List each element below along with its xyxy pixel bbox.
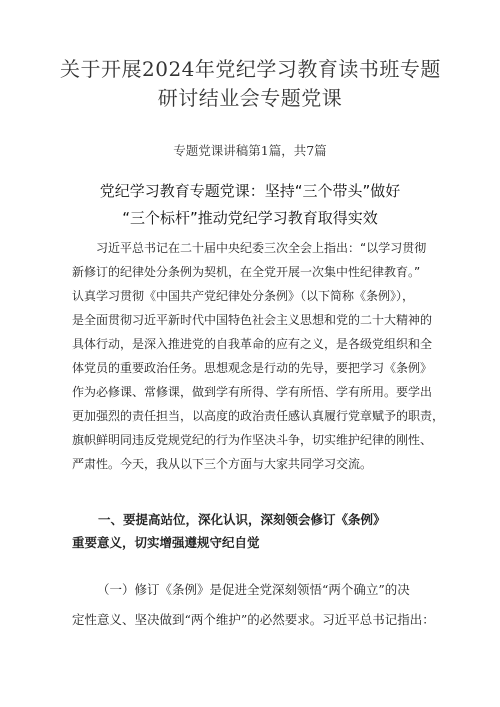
series-note: 专题党课讲稿第1篇，共7篇 [173,143,327,158]
document-title [60,55,440,113]
intro-line: 新修订的纪律处分条例为契机，在全党开展一次集中性纪律教育。” [72,265,421,279]
intro-line: 认真学习贯彻《中国共产党纪律处分条例》（以下简称《条例》）， [72,289,415,303]
intro-line: 严肃性。今天，我从以下三个方面与大家共同学习交流。 [72,457,373,471]
intro-paragraph [72,236,445,476]
lecture-subtitle [60,178,440,232]
intro-line: 作为必修课、常修课，做到学有所得、学有所悟、学有所用。要学出 [72,385,433,399]
intro-line: 体党员的重要政治任务。思想观念是行动的先导，要把学习《条例》 [72,361,433,375]
section-1-heading-line-1: 一、要提高站位，深化认识，深刻领会修订《条例》 [98,512,386,527]
lecture-subtitle-line-2: “三个标杆”推动党纪学习教育取得实效 [122,209,378,227]
document-title-line-2: 研讨结业会专题党课 [157,86,343,110]
intro-line: 习近平总书记在二十届中央纪委三次全会上指出：“以学习贯彻 [96,241,427,255]
section-1-heading-line-2: 重要意义，切实增强遵规守纪自觉 [72,535,260,550]
lecture-subtitle-line-1: 党纪学习教育专题党课：坚持“三个带头”做好 [99,182,401,200]
section-1-heading [72,508,452,554]
section-1-paragraph-tail: 习近平总书记指出： [322,612,435,627]
document-title-line-1: 关于开展2024年党纪学习教育读书班专题 [60,57,441,81]
section-1-paragraph [72,575,442,635]
intro-line: 旗帜鲜明同违反党规党纪的行为作坚决斗争，切实维护纪律的刚性、 [72,433,433,447]
intro-line: 更加强烈的责任担当，以高度的政治责任感认真履行党章赋予的职责， [72,409,445,423]
section-1-paragraph-line-2-text: 定性意义、坚决做到“两个维护”的必然要求。 [72,612,323,627]
section-1-paragraph-line-2 [72,605,442,635]
section-1-paragraph-line-1: （一）修订《条例》是促进全党深刻领悟“两个确立”的决 [97,582,410,597]
intro-line: 具体行动，是深入推进党的自我革命的应有之义，是各级党组织和全 [72,337,433,351]
intro-line: 是全面贯彻习近平新时代中国特色社会主义思想和党的二十大精神的 [72,313,433,327]
